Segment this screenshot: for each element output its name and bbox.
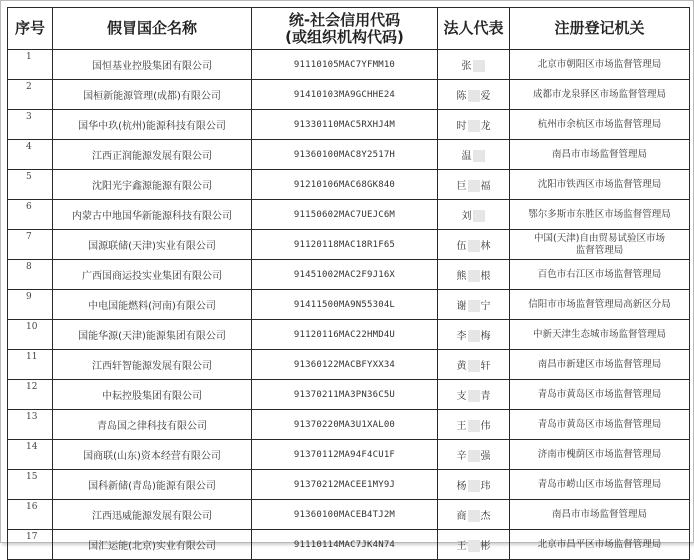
registration-authority: 青岛市黄岛区市场监督管理局 bbox=[510, 410, 690, 440]
table-row bbox=[8, 290, 690, 320]
company-name: 广西国商运投实业集团有限公司 bbox=[53, 260, 252, 290]
row-index: 9 bbox=[8, 290, 53, 320]
legal-rep-surname: 杨 bbox=[456, 481, 467, 492]
company-name: 江西轩智能源发展有限公司 bbox=[53, 350, 252, 380]
credit-code: 91360100MACEB4TJ2M bbox=[252, 500, 438, 530]
legal-rep bbox=[438, 410, 510, 440]
redaction-mark bbox=[468, 510, 480, 522]
table-row bbox=[8, 80, 690, 110]
legal-rep bbox=[438, 350, 510, 380]
redaction-mark bbox=[468, 240, 480, 252]
header-company: 假冒国企名称 bbox=[53, 8, 252, 50]
legal-rep bbox=[438, 200, 510, 230]
company-name: 江西正润能源发展有限公司 bbox=[53, 140, 252, 170]
legal-rep-given: 轩 bbox=[480, 361, 491, 372]
row-index: 6 bbox=[8, 200, 53, 230]
credit-code: 91360100MAC8Y2517H bbox=[252, 140, 438, 170]
company-name: 国科新储(青岛)能源有限公司 bbox=[53, 470, 252, 500]
table-row bbox=[8, 380, 690, 410]
table-row bbox=[8, 260, 690, 290]
registration-authority: 济南市槐荫区市场监督管理局 bbox=[510, 440, 690, 470]
legal-rep bbox=[438, 470, 510, 500]
row-index: 3 bbox=[8, 110, 53, 140]
company-name: 青岛国之律科技有限公司 bbox=[53, 410, 252, 440]
credit-code: 91210106MAC68GK840 bbox=[252, 170, 438, 200]
header-index: 序号 bbox=[8, 8, 53, 50]
redaction-mark bbox=[473, 60, 485, 72]
row-index: 17 bbox=[8, 530, 53, 560]
legal-rep-given: 玮 bbox=[480, 481, 491, 492]
registration-authority bbox=[510, 230, 690, 260]
company-name: 国汇运能(北京)实业有限公司 bbox=[53, 530, 252, 560]
credit-code: 91411500MA9N55304L bbox=[252, 290, 438, 320]
redaction-mark bbox=[468, 540, 480, 552]
registration-authority: 沈阳市铁西区市场监督管理局 bbox=[510, 170, 690, 200]
legal-rep-given: 伟 bbox=[480, 421, 491, 432]
header-row bbox=[8, 8, 690, 50]
registration-authority: 信阳市市场监督管理局高新区分局 bbox=[510, 290, 690, 320]
legal-rep-surname: 陈 bbox=[456, 91, 467, 102]
legal-rep-surname: 谢 bbox=[456, 301, 467, 312]
legal-rep-given: 宁 bbox=[480, 301, 491, 312]
legal-rep-given: 强 bbox=[480, 451, 491, 462]
row-index: 16 bbox=[8, 500, 53, 530]
row-index: 14 bbox=[8, 440, 53, 470]
legal-rep bbox=[438, 440, 510, 470]
company-name: 中耘控股集团有限公司 bbox=[53, 380, 252, 410]
registration-authority: 南昌市市场监督管理局 bbox=[510, 140, 690, 170]
credit-code: 91370220MA3U1XAL00 bbox=[252, 410, 438, 440]
table-row bbox=[8, 230, 690, 260]
table-row bbox=[8, 200, 690, 230]
row-index: 15 bbox=[8, 470, 53, 500]
table-row bbox=[8, 350, 690, 380]
redaction-mark bbox=[473, 150, 485, 162]
redaction-mark bbox=[468, 270, 480, 282]
redaction-mark bbox=[468, 90, 480, 102]
legal-rep-given: 根 bbox=[480, 271, 491, 282]
credit-code: 91370112MA94F4CU1F bbox=[252, 440, 438, 470]
legal-rep-surname: 伍 bbox=[456, 241, 467, 252]
legal-rep-given: 杰 bbox=[480, 511, 491, 522]
row-index: 8 bbox=[8, 260, 53, 290]
table-row bbox=[8, 500, 690, 530]
redaction-mark bbox=[468, 420, 480, 432]
credit-code: 91120116MAC22HMD4U bbox=[252, 320, 438, 350]
company-name: 国华中玖(杭州)能源科技有限公司 bbox=[53, 110, 252, 140]
registration-authority: 成都市龙泉驿区市场监督管理局 bbox=[510, 80, 690, 110]
header-code-line1: 统-社会信用代码 bbox=[288, 10, 401, 29]
registration-authority: 鄂尔多斯市东胜区市场监督管理局 bbox=[510, 200, 690, 230]
legal-rep-surname: 辛 bbox=[456, 451, 467, 462]
authority-line2: 监督管理局 bbox=[575, 244, 624, 256]
row-index: 7 bbox=[8, 230, 53, 260]
legal-rep bbox=[438, 260, 510, 290]
legal-rep-given: 彬 bbox=[480, 541, 491, 552]
header-authority: 注册登记机关 bbox=[510, 8, 690, 50]
header-code bbox=[252, 8, 438, 50]
table-row bbox=[8, 440, 690, 470]
credit-code: 91410103MA9GCHHE24 bbox=[252, 80, 438, 110]
credit-code: 91360122MACBFYXX34 bbox=[252, 350, 438, 380]
registration-authority: 南昌市新建区市场监督管理局 bbox=[510, 350, 690, 380]
legal-rep bbox=[438, 140, 510, 170]
company-name: 国能华源(天津)能源集团有限公司 bbox=[53, 320, 252, 350]
registration-authority: 青岛市崂山区市场监督管理局 bbox=[510, 470, 690, 500]
row-index: 11 bbox=[8, 350, 53, 380]
legal-rep bbox=[438, 230, 510, 260]
redaction-mark bbox=[468, 120, 480, 132]
legal-rep bbox=[438, 530, 510, 560]
credit-code: 91110105MAC7YFMM10 bbox=[252, 50, 438, 80]
redaction-mark bbox=[468, 360, 480, 372]
legal-rep-surname: 温 bbox=[461, 151, 472, 162]
table-body bbox=[8, 50, 690, 560]
row-index: 13 bbox=[8, 410, 53, 440]
legal-rep-given: 龙 bbox=[480, 121, 491, 132]
company-name: 国商联(山东)资本经营有限公司 bbox=[53, 440, 252, 470]
company-name: 江西迅威能源发展有限公司 bbox=[53, 500, 252, 530]
row-index: 5 bbox=[8, 170, 53, 200]
registration-authority: 青岛市黄岛区市场监督管理局 bbox=[510, 380, 690, 410]
redaction-mark bbox=[468, 180, 480, 192]
credit-code: 91120118MAC18R1F65 bbox=[252, 230, 438, 260]
company-name: 内蒙古中地国华新能源科技有限公司 bbox=[53, 200, 252, 230]
company-name: 国恒基业控股集团有限公司 bbox=[53, 50, 252, 80]
redaction-mark bbox=[468, 480, 480, 492]
legal-rep-surname: 王 bbox=[456, 421, 467, 432]
row-index: 1 bbox=[8, 50, 53, 80]
authority-line1: 中国(天津)自由贸易试验区市场 bbox=[534, 232, 665, 244]
legal-rep-given: 林 bbox=[480, 241, 491, 252]
company-name: 中电国能燃料(河南)有限公司 bbox=[53, 290, 252, 320]
table-row bbox=[8, 50, 690, 80]
legal-rep bbox=[438, 110, 510, 140]
redaction-mark bbox=[473, 210, 485, 222]
redaction-mark bbox=[468, 450, 480, 462]
header-rep: 法人代表 bbox=[438, 8, 510, 50]
credit-code: 91370212MACEE1MY9J bbox=[252, 470, 438, 500]
table-row bbox=[8, 410, 690, 440]
row-index: 4 bbox=[8, 140, 53, 170]
registration-authority: 百色市右江区市场监督管理局 bbox=[510, 260, 690, 290]
redaction-mark bbox=[468, 330, 480, 342]
credit-code: 91330110MAC5RXHJ4M bbox=[252, 110, 438, 140]
credit-code: 91110114MAC7JK4N74 bbox=[252, 530, 438, 560]
fake-soe-table bbox=[7, 7, 690, 560]
table-row bbox=[8, 170, 690, 200]
registration-authority: 中新天津生态城市场监督管理局 bbox=[510, 320, 690, 350]
table-row bbox=[8, 320, 690, 350]
legal-rep-surname: 李 bbox=[456, 331, 467, 342]
company-name: 沈阳光宇鑫源能源有限公司 bbox=[53, 170, 252, 200]
registration-authority: 北京市昌平区市场监督管理局 bbox=[510, 530, 690, 560]
legal-rep bbox=[438, 380, 510, 410]
redaction-mark bbox=[468, 390, 480, 402]
legal-rep-surname: 熊 bbox=[456, 271, 467, 282]
row-index: 12 bbox=[8, 380, 53, 410]
legal-rep-surname: 王 bbox=[456, 541, 467, 552]
legal-rep-surname: 张 bbox=[461, 61, 472, 72]
legal-rep bbox=[438, 170, 510, 200]
credit-code: 91370211MA3PN36C5U bbox=[252, 380, 438, 410]
table-row bbox=[8, 470, 690, 500]
legal-rep-surname: 黄 bbox=[456, 361, 467, 372]
legal-rep-given: 爱 bbox=[480, 91, 491, 102]
legal-rep-surname: 支 bbox=[456, 391, 467, 402]
legal-rep-surname: 时 bbox=[456, 121, 467, 132]
legal-rep-surname: 巨 bbox=[456, 181, 467, 192]
redaction-mark bbox=[468, 300, 480, 312]
legal-rep bbox=[438, 80, 510, 110]
legal-rep bbox=[438, 500, 510, 530]
legal-rep-surname: 刘 bbox=[461, 211, 472, 222]
row-index: 10 bbox=[8, 320, 53, 350]
legal-rep bbox=[438, 50, 510, 80]
credit-code: 91451002MAC2F9J16X bbox=[252, 260, 438, 290]
company-name: 国源联储(天津)实业有限公司 bbox=[53, 230, 252, 260]
legal-rep bbox=[438, 320, 510, 350]
header-code-line2: (或组织机构代码) bbox=[285, 27, 404, 46]
legal-rep-given: 福 bbox=[480, 181, 491, 192]
row-index: 2 bbox=[8, 80, 53, 110]
legal-rep bbox=[438, 290, 510, 320]
registration-authority: 南昌市市场监督管理局 bbox=[510, 500, 690, 530]
company-name: 国桓新能源管理(成都)有限公司 bbox=[53, 80, 252, 110]
table-row bbox=[8, 110, 690, 140]
table-row bbox=[8, 140, 690, 170]
table-row bbox=[8, 530, 690, 560]
legal-rep-given: 梅 bbox=[480, 331, 491, 342]
registration-authority: 北京市朝阳区市场监督管理局 bbox=[510, 50, 690, 80]
legal-rep-given: 青 bbox=[480, 391, 491, 402]
registration-authority: 杭州市余杭区市场监督管理局 bbox=[510, 110, 690, 140]
credit-code: 91150602MAC7UEJC6M bbox=[252, 200, 438, 230]
legal-rep-surname: 商 bbox=[456, 511, 467, 522]
